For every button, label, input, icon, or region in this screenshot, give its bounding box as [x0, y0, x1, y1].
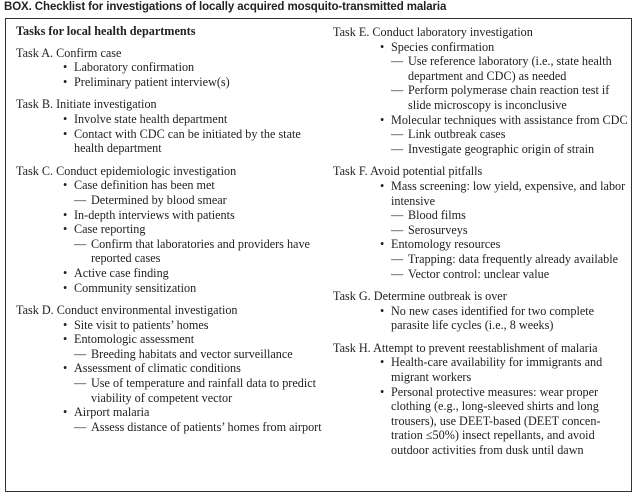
bullet-text: No new cases identified for two complete parasite life cycles (i.e., 8 weeks) — [391, 303, 595, 333]
bullet-text: Active case finding — [74, 265, 169, 280]
bullet-item — [16, 75, 331, 90]
bullet-item — [16, 405, 331, 434]
bullet-text: Community sensitization — [74, 280, 197, 295]
bullet-item — [333, 40, 629, 113]
bullet-text: Species confirmation — [391, 39, 495, 54]
task-bullet-list — [16, 60, 331, 89]
task-bullet-list — [333, 179, 629, 281]
task-bullet-list — [333, 304, 629, 333]
bullet-text: Case reporting — [74, 222, 146, 237]
box-caption: BOX. Checklist for investigations of locally acquired mosquito-transmitted malaria — [4, 1, 447, 13]
sub-item: — Vector control: unclear value — [391, 267, 629, 282]
task-title: Task E. Conduct laboratory investigation — [333, 25, 533, 39]
task-bullet-list — [16, 178, 331, 295]
left-task-list — [16, 46, 331, 435]
bullet-text: Laboratory confirmation — [74, 60, 195, 75]
sub-item: — Use of temperature and rainfall data to predict viability of competent vector — [74, 376, 331, 405]
bullet-item — [16, 222, 331, 266]
left-column — [16, 24, 331, 442]
bullet-text: Health-care availability for immigrants and migrant workers — [391, 355, 603, 385]
bullet-text: Molecular techniques with assistance from CDC — [391, 112, 628, 127]
bullet-text: Contact with CDC can be initiated by the state health department — [74, 126, 301, 156]
bullet-text: Involve state health department — [74, 111, 228, 126]
task-section — [333, 164, 629, 281]
sub-item: — Breeding habitats and vector surveillance — [74, 347, 331, 362]
task-section — [333, 341, 629, 458]
sub-item: — Blood films — [391, 208, 629, 223]
checklist-heading: Tasks for local health departments — [16, 24, 196, 38]
bullet-item — [333, 237, 629, 281]
bullet-item — [16, 208, 331, 223]
right-task-list — [333, 25, 629, 458]
sub-item: — Confirm that laboratories and providers have reported cases — [74, 237, 331, 266]
task-title: Task D. Conduct environmental investigation — [16, 303, 238, 318]
bullet-text: Entomologic assessment — [74, 332, 195, 347]
bullet-item — [16, 60, 331, 75]
sub-item: — Use reference laboratory (i.e., state health department and CDC) as needed — [391, 54, 629, 83]
task-section — [16, 97, 331, 155]
task-title: Task H. Attempt to prevent reestablishment of malaria — [333, 340, 598, 355]
bullet-item — [16, 266, 331, 281]
bullet-item — [16, 361, 331, 405]
task-title: Task F. Avoid potential pitfalls — [333, 164, 483, 179]
task-title: Task A. Confirm case — [16, 45, 122, 60]
bullet-text: Entomology resources — [391, 237, 501, 252]
bullet-item — [16, 318, 331, 333]
bullet-item — [333, 355, 629, 384]
bullet-text: Airport malaria — [74, 405, 150, 420]
bullet-text: Site visit to patients’ homes — [74, 317, 209, 332]
bullet-item — [333, 385, 629, 458]
task-bullet-list — [333, 40, 629, 157]
bullet-text: Assessment of climatic conditions — [74, 361, 241, 376]
sub-item: — Perform polymerase chain reaction test if slide microscopy is inconclusive — [391, 83, 629, 112]
task-section — [333, 25, 629, 156]
task-title: Task C. Conduct epidemiologic investigation — [16, 163, 237, 178]
sub-item-list — [74, 193, 331, 208]
task-title: Task G. Determine outbreak is over — [333, 289, 507, 304]
bullet-item — [333, 179, 629, 237]
right-column — [333, 25, 629, 466]
bullet-item — [16, 332, 331, 361]
bullet-item — [333, 113, 629, 157]
sub-item: — Assess distance of patients’ homes from airport — [74, 420, 331, 435]
sub-item-list — [74, 237, 331, 266]
sub-item: — Trapping: data frequently already available — [391, 252, 629, 267]
sub-item-list — [391, 54, 629, 112]
task-bullet-list — [16, 318, 331, 435]
sub-item-list — [74, 347, 331, 362]
task-section — [16, 164, 331, 295]
task-section — [333, 289, 629, 333]
bullet-item — [16, 178, 331, 207]
bullet-text: Mass screening: low yield, expensive, and labor intensive — [391, 178, 626, 208]
sub-item-list — [391, 127, 629, 156]
bullet-item — [16, 112, 331, 127]
bullet-item — [16, 281, 331, 296]
bullet-text: In-depth interviews with patients — [74, 207, 235, 222]
bullet-text: Preliminary patient interview(s) — [74, 74, 230, 89]
bullet-text: Case definition has been met — [74, 178, 215, 193]
sub-item-list — [391, 208, 629, 237]
bullet-text: Personal protective measures: wear proper clothing (e.g., long-sleeved shirts and long trousers), use DEET-based (DEET concen-tration ≤50%) insect repellants, and avoid outdoor activities from dusk until dawn — [391, 384, 601, 458]
task-title: Task B. Initiate investigation — [16, 97, 157, 112]
task-bullet-list — [16, 112, 331, 156]
sub-item-list — [391, 252, 629, 281]
sub-item-list — [74, 376, 331, 405]
sub-item: — Link outbreak cases — [391, 127, 629, 142]
task-bullet-list — [333, 355, 629, 457]
checklist-box — [5, 18, 632, 492]
task-section — [16, 46, 331, 90]
sub-item: — Determined by blood smear — [74, 193, 331, 208]
bullet-item — [16, 127, 331, 156]
sub-item: — Serosurveys — [391, 223, 629, 238]
bullet-item — [333, 304, 629, 333]
task-section — [16, 303, 331, 434]
sub-item-list — [74, 420, 331, 435]
sub-item: — Investigate geographic origin of strain — [391, 142, 629, 157]
